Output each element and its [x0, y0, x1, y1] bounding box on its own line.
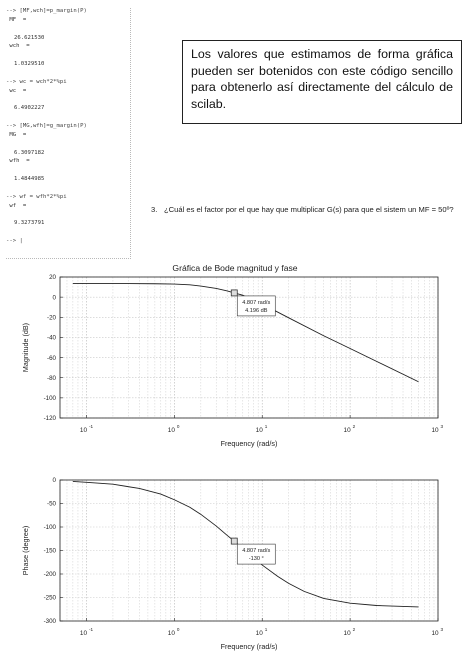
phase-plot — [21, 477, 444, 651]
x-tick-label: 10 — [343, 427, 351, 434]
y-tick-label: -200 — [43, 571, 56, 579]
x-tick-exponent: 1 — [264, 627, 268, 632]
datatip-value: -130 ° — [248, 556, 264, 563]
question-text: ¿Cuál es el factor por el que hay que multiplicar G(s) para que el sistem un MF = 50º? — [164, 205, 454, 214]
console-command: --> [MG,wfh]=g_margin(P) — [6, 123, 87, 130]
datatip-frequency: 4.807 rad/s — [242, 299, 271, 306]
x-tick-label: 10 — [343, 630, 351, 637]
explanation-text: Los valores que estimamos de forma gráfica pueden ser botenidos con este código sencillo para obtenerlo así directamente del cálculo de scilab. — [191, 47, 453, 111]
y-axis-label: Magnitude (dB) — [21, 322, 30, 373]
x-axis-label: Frequency (rad/s) — [220, 642, 278, 651]
x-tick-label: 10 — [167, 427, 175, 434]
console-line: wc = — [6, 87, 27, 94]
y-tick-label: -100 — [43, 395, 56, 403]
x-tick-label: 10 — [255, 427, 263, 434]
console-line: wch = — [6, 43, 30, 50]
console-command: --> wc = wch*2*%pi — [6, 78, 67, 85]
x-tick-label: 10 — [431, 427, 439, 434]
y-tick-label: 0 — [52, 477, 56, 485]
console-command: --> [MF,wch]=p_margin(P) — [6, 8, 87, 14]
x-tick-exponent: 2 — [352, 424, 356, 429]
console-value: 6.3097182 — [14, 149, 45, 156]
console-line: wf = — [6, 202, 27, 209]
datatip-frequency: 4.807 rad/s — [242, 548, 271, 555]
y-tick-label: -80 — [47, 374, 56, 382]
console-value: 1.0329510 — [14, 61, 45, 68]
console-line: MF = — [6, 16, 27, 23]
x-tick-label: 10 — [79, 630, 88, 637]
x-tick-exponent: 0 — [176, 627, 180, 632]
question-number: 3. — [151, 205, 158, 214]
y-tick-label: -150 — [43, 547, 56, 555]
datatip-marker — [231, 290, 237, 296]
x-tick-exponent: 3 — [440, 627, 444, 632]
y-axis-label: Phase (degree) — [21, 525, 30, 576]
x-tick-exponent: 2 — [352, 627, 356, 632]
x-tick-label: 10 — [79, 427, 88, 434]
console-command: --> | — [6, 238, 23, 245]
console-value: 9.3273791 — [14, 220, 45, 227]
y-tick-label: -40 — [47, 334, 56, 342]
x-tick-label: 10 — [255, 630, 263, 637]
magnitude-plot — [21, 274, 444, 448]
x-tick-exponent: -1 — [88, 627, 94, 632]
datatip-value: 4.196 dB — [245, 307, 268, 314]
console-value: 1.4844985 — [14, 176, 45, 183]
y-tick-label: -100 — [43, 524, 56, 532]
console-line: wfh = — [6, 158, 30, 165]
x-axis-label: Frequency (rad/s) — [220, 439, 278, 448]
x-tick-exponent: 1 — [264, 424, 268, 429]
x-tick-label: 10 — [431, 630, 439, 637]
y-tick-label: -50 — [47, 500, 56, 508]
y-tick-label: 20 — [49, 274, 56, 282]
console-value: 26.621530 — [14, 34, 45, 41]
datatip-marker — [231, 538, 237, 544]
x-tick-label: 10 — [167, 630, 175, 637]
y-tick-label: 0 — [52, 294, 56, 302]
x-tick-exponent: -1 — [88, 424, 94, 429]
y-tick-label: -20 — [47, 314, 56, 322]
x-tick-exponent: 0 — [176, 424, 180, 429]
chart-title: Gráfica de Bode magnitud y fase — [172, 263, 298, 273]
y-tick-label: -300 — [43, 618, 56, 626]
console-line: MG = — [6, 131, 27, 138]
console-value: 6.4902227 — [14, 105, 45, 112]
y-tick-label: -60 — [47, 354, 56, 362]
x-tick-exponent: 3 — [440, 424, 444, 429]
console-command: --> wf = wfh*2*%pi — [6, 193, 67, 200]
y-tick-label: -250 — [43, 594, 56, 602]
y-tick-label: -120 — [43, 415, 56, 423]
